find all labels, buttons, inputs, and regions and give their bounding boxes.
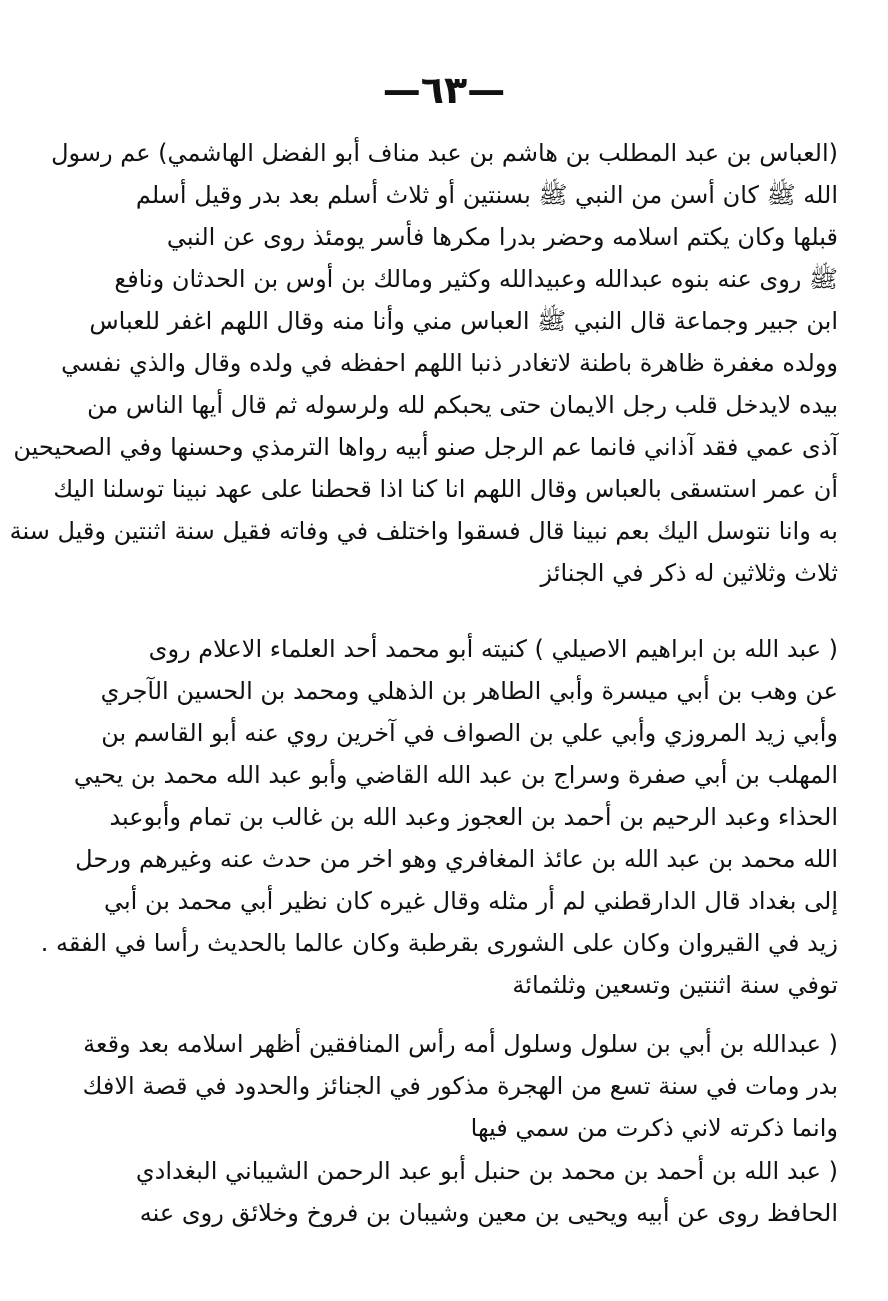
text-line: الله ﷺ كان أسن من النبي ﷺ بسنتين أو ثلاث أسلم بعد بدر وقيل أسلم [135,181,838,209]
text-line: الحافظ روى عن أبيه ويحيى بن معين وشيبان بن فروخ وخلائق روى عنه [139,1199,838,1227]
entry-al-abbas [9,132,838,594]
text-line: أن عمر استسقى بالعباس وقال اللهم انا كنا اذا قحطنا على عهد نبينا توسلنا اليك [53,475,838,503]
text-line: إلى بغداد قال الدارقطني لم أر مثله وقال غيره كان نظير أبي محمد بن أبي [103,887,838,915]
text-line: وانما ذكرته لاني ذكرت من سمي فيها [470,1114,838,1142]
text-line: قبلها وكان يكتم اسلامه وحضر بدرا مكرها فأسر يومئذ روى عن النبي [166,223,838,251]
text-line: عن وهب بن أبي ميسرة وأبي الطاهر بن الذهلي ومحمد بن الحسين الآجري [100,677,838,705]
text-line: ابن جبير وجماعة قال النبي ﷺ العباس مني وأنا منه وقال اللهم اغفر للعباس [89,307,838,335]
text-line: ( عبد الله بن أحمد بن محمد بن حنبل أبو عبد الرحمن الشيباني البغدادي [135,1157,838,1185]
text-line: به وانا نتوسل اليك بعم نبينا قال فسقوا واختلف في وفاته فقيل سنة اثنتين وقيل سنة [9,517,838,545]
text-line: الحذاء وعبد الرحيم بن أحمد بن العجوز وعبد الله بن غالب بن تمام وأبوعبد [109,803,838,831]
text-line: توفي سنة اثنتين وتسعين وثلثمائة [512,971,838,999]
entry-abdullah-ibn-ubayy [82,1023,838,1149]
text-line: ( عبدالله بن أبي بن سلول وسلول أمه رأس المنافقين أظهر اسلامه بعد وقعة [83,1030,838,1058]
text-line: زيد في القيروان وكان على الشورى بقرطبة وكان عالما بالحديث رأسا في الفقه . [40,929,838,957]
page-number: —٦٣— [382,68,506,112]
text-line: (العباس بن عبد المطلب بن هاشم بن عبد مناف أبو الفضل الهاشمي) عم رسول [51,139,838,167]
text-line: ﷺ روى عنه بنوه عبدالله وعبيدالله وكثير ومالك بن أوس بن الحدثان ونافع [114,265,838,293]
text-line: بدر ومات في سنة تسع من الهجرة مذكور في الجنائز والحدود في قصة الافك [82,1072,838,1100]
entry-abdullah-ibn-ahmad [118,1150,838,1234]
text-line: وولده مغفرة ظاهرة باطنة لاتغادر ذنبا اللهم احفظه في ولده وقال والذي نفسي [61,349,838,377]
text-line: آذى عمي فقد آذاني فانما عم الرجل صنو أبيه رواها الترمذي وحسنها وفي الصحيحين [13,433,838,461]
text-line: المهلب بن أبي صفرة وسراج بن عبد الله القاضي وأبو عبد الله محمد بن يحيي [73,761,838,789]
entry-abdullah-al-asili [40,628,838,1006]
text-line: الله محمد بن عبد الله بن عائذ المغافري وهو اخر من حدث عنه وغيرهم ورحل [75,845,838,873]
text-line: ثلاث وثلاثين له ذكر في الجنائز [540,559,838,587]
text-line: وأبي زيد المروزي وأبي علي بن الصواف في آخرين روي عنه أبو القاسم بن [101,719,838,747]
text-line: ( عبد الله بن ابراهيم الاصيلي ) كنيته أبو محمد أحد العلماء الاعلام روى [148,635,838,663]
text-line: بيده لايدخل قلب رجل الايمان حتى يحبكم لله ولرسوله ثم قال أيها الناس من [87,391,838,419]
